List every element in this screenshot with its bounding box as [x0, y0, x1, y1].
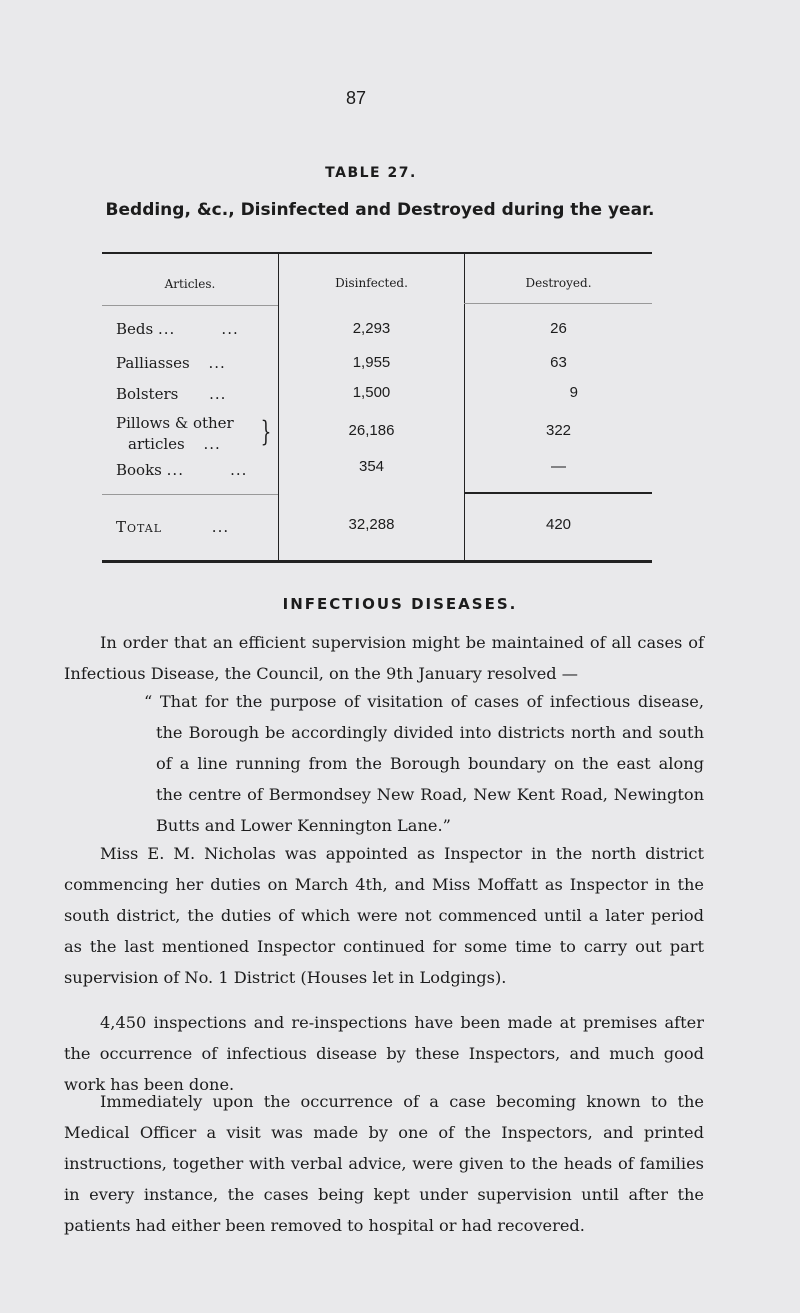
- destroyed-value: 9: [569, 384, 578, 401]
- table-bottom-rule: [102, 560, 652, 563]
- paragraph-intro: In order that an efficient supervision might be maintained of all cases of Infectious Disease, the Council, on the 9th January resolved —: [64, 633, 704, 683]
- paragraph-inspections: 4,450 inspections and re-inspections have been made at premises after the occurrence of infectious disease by these Inspectors, and much good work has been done.: [64, 1013, 704, 1094]
- disinfected-value: 1,955: [352, 354, 391, 371]
- destroyed-value: 322: [545, 422, 572, 439]
- table-row-label: Pillows & other articles ...: [116, 414, 234, 453]
- destroyed-value: 26: [550, 320, 567, 337]
- table-title: Bedding, &c., Disinfected and Destroyed during the year.: [105, 200, 655, 220]
- total-disinfected: 32,288: [348, 516, 395, 533]
- table-row-label: Palliasses ...: [116, 354, 226, 372]
- table-row-label: Books ... ...: [116, 461, 248, 479]
- column-divider-2: [464, 254, 465, 560]
- header-disinfected: Disinfected.: [335, 276, 408, 290]
- destroyed-value: —: [551, 458, 566, 475]
- disinfected-value: 26,186: [348, 422, 395, 439]
- page-number: 87: [345, 88, 367, 108]
- total-rule-2: [464, 492, 652, 494]
- section-heading: INFECTIOUS DISEASES.: [282, 595, 518, 613]
- disinfected-value: 1,500: [352, 384, 391, 401]
- total-rule-1: [102, 494, 278, 495]
- header-articles: Articles.: [164, 277, 216, 291]
- table-top-rule: [102, 252, 652, 254]
- brace-icon: }: [260, 415, 272, 448]
- header-destroyed: Destroyed.: [525, 276, 592, 290]
- table-row-label: Bolsters ...: [116, 385, 227, 403]
- total-destroyed: 420: [545, 516, 572, 533]
- header-rule-1: [102, 305, 278, 306]
- table-label: TABLE 27.: [325, 165, 417, 181]
- disinfected-value: 354: [358, 458, 385, 475]
- resolution-quote: “ That for the purpose of visitation of cases of infectious disease, the Borough be accordingly divided into districts north and south of a line running from the Borough boundary on the east along the centre of Bermondsey New Road, New Kent Road, Newington Butts and Lower Kennington Lane.”: [144, 692, 704, 835]
- total-label: Total ...: [116, 518, 230, 536]
- bedding-table: [102, 252, 652, 563]
- header-rule-2: [464, 303, 652, 304]
- column-divider-1: [278, 254, 279, 560]
- disinfected-value: 2,293: [352, 320, 391, 337]
- table-row-label: Beds ... ...: [116, 320, 239, 338]
- destroyed-value: 63: [550, 354, 567, 371]
- paragraph-inspectors: Miss E. M. Nicholas was appointed as Inspector in the north district commencing her duties on March 4th, and Miss Moffatt as Inspector in the south district, the duties of which were not commenced until a later period as the last mentioned Inspector continued for some time to carry out part supervision of No. 1 District (Houses let in Lodgings).: [64, 844, 704, 987]
- paragraph-procedure: Immediately upon the occurrence of a case becoming known to the Medical Officer a visit was made by one of the Inspectors, and printed instructions, together with verbal advice, were given to the heads of families in every instance, the cases being kept under supervision until after the patients had either been removed to hospital or had recovered.: [64, 1092, 704, 1235]
